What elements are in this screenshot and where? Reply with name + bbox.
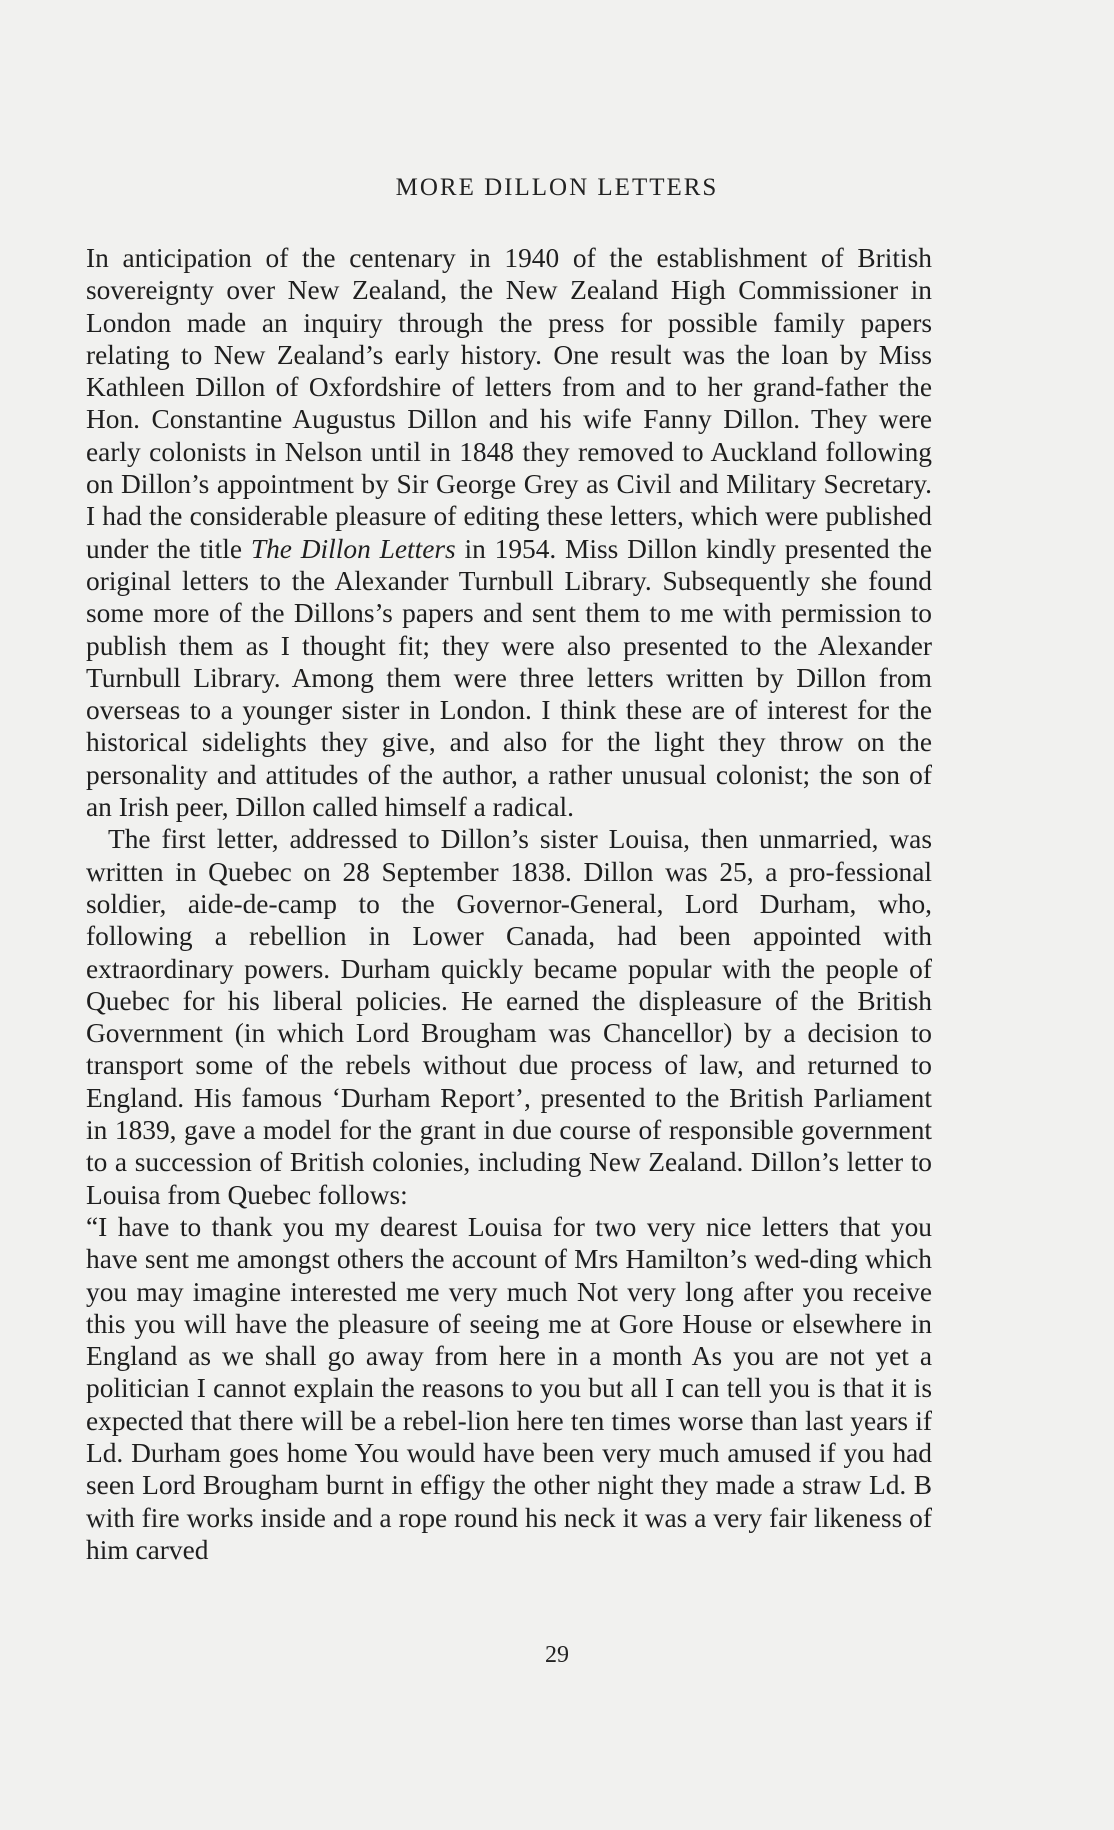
paragraph-first-letter: The first letter, addressed to Dillon’s sister Louisa, then unmarried, was written in Quebec on 28 September 1838. Dillon was 25, a pro-fessional soldier, aide-de-camp to the Governor-General, Lord Durham, who, following a rebellion in Lower Canada, had been appointed with extraordinary powers. Durham quickly became popular with the people of Quebec for his liberal policies. He earned the displeasure of the British Government (in which Lord Brougham was Chancellor) by a decision to transport some of the rebels without due process of law, and returned to England. His famous ‘Durham Report’, presented to the British Parliament in 1839, gave a model for the grant in due course of responsible government to a succession of British colonies, including New Zealand. Dillon’s letter to Louisa from Quebec follows:	[86, 824, 932, 1210]
italic-book-title: The Dillon Letters	[250, 533, 456, 564]
paragraph-letter-quote: “I have to thank you my dearest Louisa for two very nice letters that you have sent me amongst others the account of Mrs Hamilton’s wed-ding which you may imagine interested me very much Not very long after you receive this you will have the pleasure of seeing me at Gore House or elsewhere in England as we shall go away from here in a month As you are not yet a politician I cannot explain the reasons to you but all I can tell you is that it is expected that there will be a rebel-lion here ten times worse than last years if Ld. Durham goes home You would have been very much amused if you had seen Lord Brougham burnt in effigy the other night they made a straw Ld. B with fire works inside and a rope round his neck it was a very fair likeness of him carved	[86, 1211, 932, 1565]
paragraph-text: In anticipation of the centenary in 1940 of the establishment of British sovereignty over New Zealand, the New Zealand High Commissioner in London made an inquiry through the press for possible family papers relating to New Zealand’s early history. One result was the loan by Miss Kathleen Dillon of Oxfordshire of letters from and to her grand-father the Hon. Constantine Augustus Dillon and his wife Fanny Dillon. They were early colonists in Nelson until in 1848 they removed to Auckland following on Dillon’s appointment by Sir George Grey as Civil and Military Secretary. I had the considerable pleasure of editing these letters, which were published under the title	[86, 243, 932, 564]
paragraph-introduction	[86, 242, 932, 823]
paragraph-text: in 1954. Miss Dillon kindly presented the original letters to the Alexander Turnbull Library. Subsequently she found some more of the Dillons’s papers and sent them to me with permission to publish them as I thought fit; they were also presented to the Alexander Turnbull Library. Among them were three letters written by Dillon from overseas to a younger sister in London. I think these are of interest for the historical sidelights they give, and also for the light they throw on the personality and attitudes of the author, a rather unusual colonist; the son of an Irish peer, Dillon called himself a radical.	[86, 533, 933, 823]
page-number: 29	[545, 1642, 569, 1668]
body-text	[86, 242, 932, 1566]
page-title: MORE DILLON LETTERS	[395, 174, 719, 201]
